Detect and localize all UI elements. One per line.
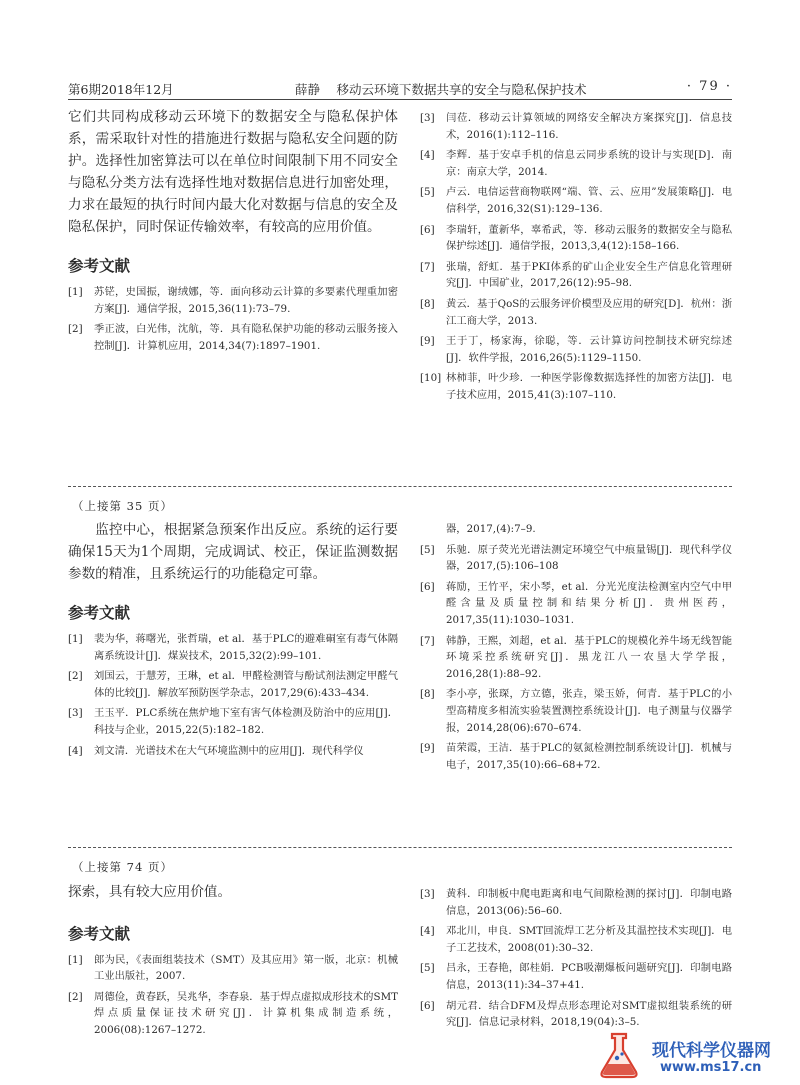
watermark-brand: 现代科学仪器网 xyxy=(652,1041,771,1061)
reference-item: [1] 郎为民，《表面组装技术（SMT）及其应用》第一版，北京：机械工业出版社，2007. xyxy=(68,953,398,983)
article2-refs-right xyxy=(420,521,732,777)
reference-item: [7] 韩静，王熙，刘超，et al．基于PLC的规模化养牛场无线智能环境采控系统研究[J]．黑龙江八一农垦大学学报，2016,28(1):88–92. xyxy=(420,634,732,680)
reference-item: [1] 苏铓，史国振，谢绒娜，等．面向移动云计算的多要素代理重加密方案[J]．通信学报，2015,36(11):73–79. xyxy=(68,286,398,315)
reference-item: [3] 闫莅．移动云计算领域的网络安全解决方案探究[J]．信息技术，2016(1):112–116. xyxy=(420,112,732,141)
article1-left-column xyxy=(68,106,398,358)
reference-item: [6] 李瑞轩，董新华，辜希武，等．移动云服务的数据安全与隐私保护综述[J]．通信学报，2013,3,4(12):158–166. xyxy=(420,223,732,253)
reference-item: [6] 胡元君．结合DFM及焊点形态理论对SMT虚拟组装系统的研究[J]．信息记录材料，2018,19(04):3–5. xyxy=(420,999,732,1029)
article2-refs-left xyxy=(68,631,398,759)
reference-item: [3] 王玉平．PLC系统在焦炉地下室有害气体检测及防治中的应用[J]．科技与企业，2015,22(5):182–182. xyxy=(68,707,398,736)
article1-refs-left xyxy=(68,284,398,354)
article2-left-column xyxy=(68,519,398,763)
section-divider xyxy=(68,847,732,848)
reference-item: [10] 林柿菲，叶少珍．一种医学影像数据选择性的加密方法[J]．电子技术应用，2015,41(3):107–110. xyxy=(420,372,732,401)
article1-conclusion: 它们共同构成移动云环境下的数据安全与隐私保护体系，需采取针对性的措施进行数据与隐私安全问题的防护。选择性加密算法可以在单位时间限制下用不同安全与隐私分类方法有选择性地对数据信息进行加密处理，力求在最短的执行时间内最大化对数据与信息的安全及隐私保护，同时保证传输效率，有较高的应用价值。 xyxy=(68,109,398,235)
reference-item: [8] 李小亭，张琛，方立德，张垚，梁玉娇，何青．基于PLC的小型高精度多相流实验装置测控系统设计[J]．电子测量与仪器学报，2014,28(06):670–674. xyxy=(420,688,732,734)
article1-references-title: 参考文献 xyxy=(68,257,131,275)
reference-item: [2] 刘国云，于慧芳，王琳，et al．甲醛检测管与酚试剂法测定甲醛气体的比较[J]．解放军预防医学杂志，2017,29(6):433–434. xyxy=(68,670,398,699)
reference-item: [5] 吕永，王春艳，郎桂娟．PCB吸潮爆板问题研究[J]．印制电路信息，2013(11):34–37+41. xyxy=(420,962,732,991)
header-divider xyxy=(68,99,732,100)
reference-item: 器，2017,(4):7–9. xyxy=(446,523,536,535)
reference-item: [2] 季正波，白光伟，沈航，等．具有隐私保护功能的移动云服务接入控制[J]．计算机应用，2014,34(7):1897–1901. xyxy=(68,323,398,352)
watermark-url: www.ms17.cn xyxy=(660,1060,762,1075)
reference-item: [9] 苗荣霞，王洁．基于PLC的氨氮检测控制系统设计[J]．机械与电子，2017,35(10):66–68+72. xyxy=(420,742,732,771)
article3-conclusion: 探索，具有较大应用价值。 xyxy=(68,884,232,900)
reference-item: [5] 乐驰．原子荧光光谱法测定环境空气中痕量锡[J]．现代科学仪器，2017,(5):106–108 xyxy=(420,543,732,573)
article3-left-column xyxy=(68,882,398,1042)
reference-item: [7] 张瑞，舒虹．基于PKI体系的矿山企业安全生产信息化管理研究[J]．中国矿业，2017,26(12):95–98. xyxy=(420,260,732,290)
reference-item: [5] 卢云．电信运营商物联网“端、管、云、应用”发展策略[J]．电信科学，2016,32(S1):129–136. xyxy=(420,186,732,215)
article3-refs-right xyxy=(420,886,732,1035)
reference-item: [2] 周德俭，黄春跃，吴兆华，李春泉．基于焊点虚拟成形技术的SMT焊点质量保证技术研究[J]．计算机集成制造系统，2006(08):1267–1272. xyxy=(68,990,398,1036)
reference-item: [1] 裴为华，蒋曙光，张哲瑞，et al．基于PLC的避难硐室有毒气体隔离系统设计[J]．煤炭技术，2015,32(2):99–101. xyxy=(68,633,398,662)
article3-references-title: 参考文献 xyxy=(68,924,131,943)
page-number: · 79 · xyxy=(686,79,732,94)
article2-references-title: 参考文献 xyxy=(68,604,131,622)
reference-item: [4] 李辉．基于安卓手机的信息云同步系统的设计与实现[D]．南京：南京大学，2014. xyxy=(420,149,732,178)
reference-item: [4] 邓北川，申良．SMT回流焊工艺分析及其温控技术实现[J]．电子工艺技术，2008(01):30–32. xyxy=(420,925,732,954)
running-title: 薛静 移动云环境下数据共享的安全与隐私保护技术 xyxy=(295,82,587,97)
reference-item: [3] 黄科．印制板中爬电距离和电气间隙检测的探讨[J]．印制电路信息，2013(06):56–60. xyxy=(420,888,732,917)
reference-item: [4] 刘文清．光谱技术在大气环境监测中的应用[J]．现代科学仪 xyxy=(68,744,364,757)
continued-from-label: （上接第 35 页） xyxy=(72,499,173,513)
article1-refs-right xyxy=(420,110,732,408)
article3-refs-left xyxy=(68,952,398,1039)
section-divider xyxy=(68,486,732,487)
flask-icon xyxy=(590,1030,648,1080)
reference-item: [8] 黄云．基于QoS的云服务评价模型及应用的研究[D]．杭州：浙江工商大学，2013. xyxy=(420,297,732,327)
watermark-logo xyxy=(590,1030,790,1080)
continued-from-label: （上接第 74 页） xyxy=(72,860,173,874)
journal-issue: 第6期2018年12月 xyxy=(68,82,174,97)
article2-conclusion: 监控中心，根据紧急预案作出反应。系统的运行要确保15天为1个周期，完成调试、校正，保证监测数据参数的精准，且系统运行的功能稳定可靠。 xyxy=(68,522,398,582)
reference-item: [6] 蒋励，王竹平，宋小琴，et al．分光光度法检测室内空气中甲醛含量及质量控制和结果分析[J]．贵州医药，2017,35(11):1030–1031. xyxy=(420,580,732,626)
reference-item: [9] 王于丁，杨家海，徐聪，等．云计算访问控制技术研究综述[J]．软件学报，2016,26(5):1129–1150. xyxy=(420,335,732,364)
